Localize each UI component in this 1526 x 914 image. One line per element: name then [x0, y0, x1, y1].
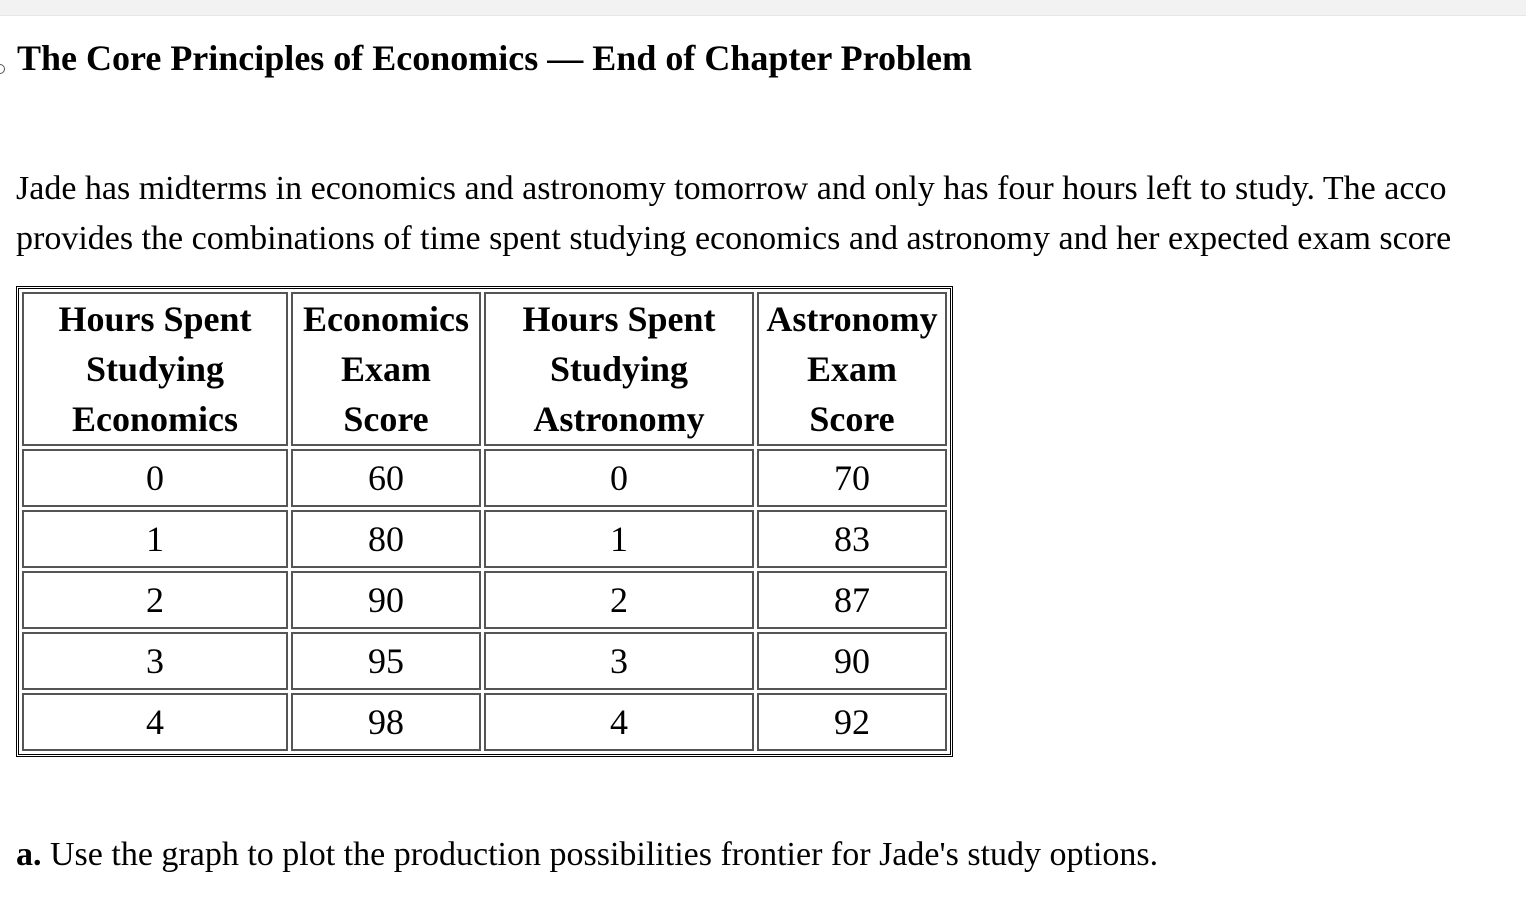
cell-hours-astronomy: 2 — [484, 571, 754, 629]
cell-economics-score: 95 — [291, 632, 481, 690]
cell-economics-score: 80 — [291, 510, 481, 568]
cell-economics-score: 98 — [291, 693, 481, 751]
cell-hours-astronomy: 0 — [484, 449, 754, 507]
cell-astronomy-score: 90 — [757, 632, 947, 690]
question-text: Use the graph to plot the production possibilities frontier for Jade's study options. — [41, 836, 1159, 873]
header-astronomy-score: Astronomy Exam Score — [757, 292, 947, 446]
cell-economics-score: 60 — [291, 449, 481, 507]
cell-hours-astronomy: 4 — [484, 693, 754, 751]
cell-astronomy-score: 87 — [757, 571, 947, 629]
cell-hours-economics: 4 — [22, 693, 288, 751]
cell-hours-economics: 0 — [22, 449, 288, 507]
intro-line-2: provides the combinations of time spent studying economics and astronomy and her expected exam score — [16, 220, 1452, 257]
table-row — [22, 571, 947, 629]
page-title: The Core Principles of Economics — End of Chapter Problem — [17, 38, 972, 78]
collapse-marker-icon — [0, 64, 5, 74]
header-hours-astronomy: Hours Spent Studying Astronomy — [484, 292, 754, 446]
cell-economics-score: 90 — [291, 571, 481, 629]
table-row — [22, 510, 947, 568]
study-scores-table — [16, 286, 953, 757]
header-hours-economics: Hours Spent Studying Economics — [22, 292, 288, 446]
problem-intro — [16, 164, 1526, 264]
cell-astronomy-score: 83 — [757, 510, 947, 568]
table-header-row — [22, 292, 947, 446]
top-bar — [0, 0, 1526, 16]
question-label: a. — [16, 836, 42, 873]
cell-astronomy-score: 92 — [757, 693, 947, 751]
cell-hours-astronomy: 3 — [484, 632, 754, 690]
cell-hours-economics: 3 — [22, 632, 288, 690]
table-row — [22, 449, 947, 507]
header-economics-score: Economics Exam Score — [291, 292, 481, 446]
cell-hours-economics: 2 — [22, 571, 288, 629]
cell-astronomy-score: 70 — [757, 449, 947, 507]
cell-hours-astronomy: 1 — [484, 510, 754, 568]
table-row — [22, 693, 947, 751]
cell-hours-economics: 1 — [22, 510, 288, 568]
question-a — [16, 830, 1158, 880]
table-row — [22, 632, 947, 690]
intro-line-1: Jade has midterms in economics and astronomy tomorrow and only has four hours left to study. The acco — [16, 170, 1447, 207]
